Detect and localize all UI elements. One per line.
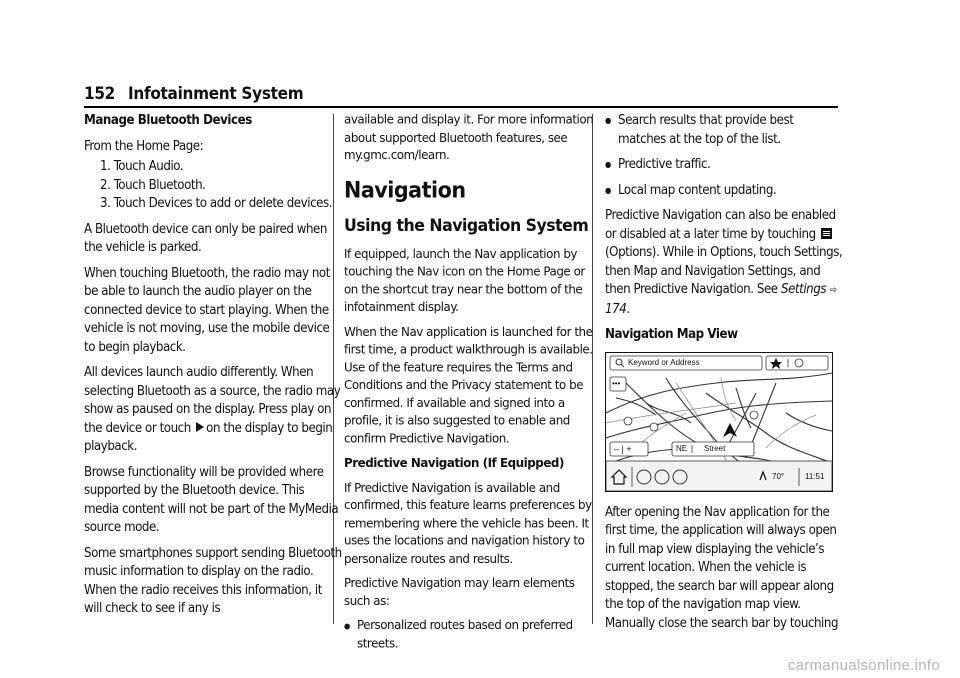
- using-navigation-heading: Using the Navigation System: [344, 216, 589, 236]
- first-time-paragraph: When the Nav application is launched for the first time, a product walkthrough is available. Use of the feature requires the Terms and Conditions and the Privacy statement to be confirmed. If available and signed into a profile, it is also suggested to enable and confirm Predictive Navigation.: [344, 324, 593, 447]
- continued-paragraph: available and display it. For more information about supported Bluetooth features, see my.gmc.com/learn.: [344, 112, 594, 163]
- map-caption: Navigation Map View: [605, 327, 738, 342]
- enable-text-a: Predictive Navigation can also be enabled or disabled at a later time by touching: [605, 208, 836, 242]
- bullet-item: ● Search results that provide best matches at the top of the list.: [605, 112, 843, 149]
- browse-paragraph: Browse functionality will be provided where supported by the Bluetooth device. This media content will not be part of the MyMedia source mode.: [84, 464, 339, 535]
- enable-text-b: (Options). While in Options, touch Settings, then Map and Navigation Settings, and then Predictive Navigation. See: [605, 245, 843, 297]
- column-3: [605, 112, 843, 640]
- page-number: 152: [84, 84, 116, 104]
- navigation-heading: Navigation: [344, 177, 466, 203]
- map-temperature: 70°: [772, 471, 785, 481]
- launch-text-b: on the display to begin playback.: [84, 420, 333, 454]
- page-ref-arrow-icon: ⇨: [829, 285, 837, 296]
- step-item: 1. Touch Audio.: [100, 159, 184, 174]
- map-street-label: Street: [704, 443, 726, 453]
- page-header: [84, 82, 838, 108]
- step-item: 2. Touch Bluetooth.: [100, 177, 206, 193]
- section-title: Infotainment System: [128, 84, 304, 104]
- manage-bluetooth-heading: Manage Bluetooth Devices: [84, 113, 252, 128]
- launch-text-a: All devices launch audio differently. When selecting Bluetooth as a source, the radio may show as paused on the display. Press play on the device or touch: [84, 365, 341, 436]
- map-illustration: [606, 353, 832, 491]
- enable-paragraph: Predictive Navigation can also be enabled or disabled at a later time by touching (Options). While in Options, touch Settings, then Map and Navigation Settings, and then Predictive Navigation. See Settings ⇨ 174.: [605, 208, 843, 317]
- settings-page-reference: 174: [605, 301, 627, 317]
- step-item: 3. Touch Devices to add or delete devices.: [100, 196, 333, 211]
- map-direction-label: NE: [676, 443, 688, 453]
- predictive-heading: Predictive Navigation (If Equipped): [344, 456, 564, 471]
- play-icon: [196, 422, 204, 432]
- bullet-item: ● Predictive traffic.: [605, 156, 843, 175]
- bullet-item: ● Personalized routes based on preferred streets.: [344, 618, 602, 654]
- map-zoom-controls[interactable]: – | +: [614, 443, 632, 454]
- watermark: carmanualsonline.info: [787, 657, 940, 674]
- after-opening-paragraph: After opening the Nav application for the first time, the application will always open in full map view displaying the vehicle’s current location. When the vehicle is stopped, the search bar will appear along the top of the navigation map view. Manually close the search bar by touching: [605, 504, 839, 631]
- equipped-paragraph: If equipped, launch the Nav application by touching the Nav icon on the Home Page or on the shortcut tray near the bottom of the infotainment display.: [344, 247, 585, 315]
- predictive-paragraph: If Predictive Navigation is available and confirmed, this feature learns preferences by remembering where the vehicle has been. It uses the locations and navigation history to personalize routes and results.: [344, 480, 592, 567]
- map-clock: 11:51: [805, 471, 825, 481]
- navigation-map-screenshot: [605, 352, 833, 492]
- header-rule: [84, 106, 838, 108]
- map-search-placeholder[interactable]: Keyword or Address: [628, 357, 700, 367]
- bullet-item: ● Local map content updating.: [605, 182, 843, 201]
- options-icon: [821, 228, 832, 239]
- from-home-text: From the Home Page:: [84, 138, 204, 154]
- smartphone-paragraph: Some smartphones support sending Bluetooth music information to display on the radio. When the radio receives this information, it will check to see if any is: [84, 545, 342, 616]
- touching-paragraph: When touching Bluetooth, the radio may not be able to launch the audio player on the connected device to start playing. When the vehicle is not moving, use the mobile device to begin playback.: [84, 265, 330, 355]
- steps-list: [84, 158, 342, 214]
- launch-paragraph: [84, 364, 342, 457]
- column-2: [344, 112, 602, 660]
- column-1: [84, 112, 342, 626]
- may-learn-paragraph: Predictive Navigation may learn elements such as:: [344, 576, 575, 609]
- settings-reference: Settings: [781, 282, 827, 297]
- map-more-button[interactable]: •••: [612, 378, 621, 388]
- paired-paragraph: A Bluetooth device can only be paired when the vehicle is parked.: [84, 221, 327, 255]
